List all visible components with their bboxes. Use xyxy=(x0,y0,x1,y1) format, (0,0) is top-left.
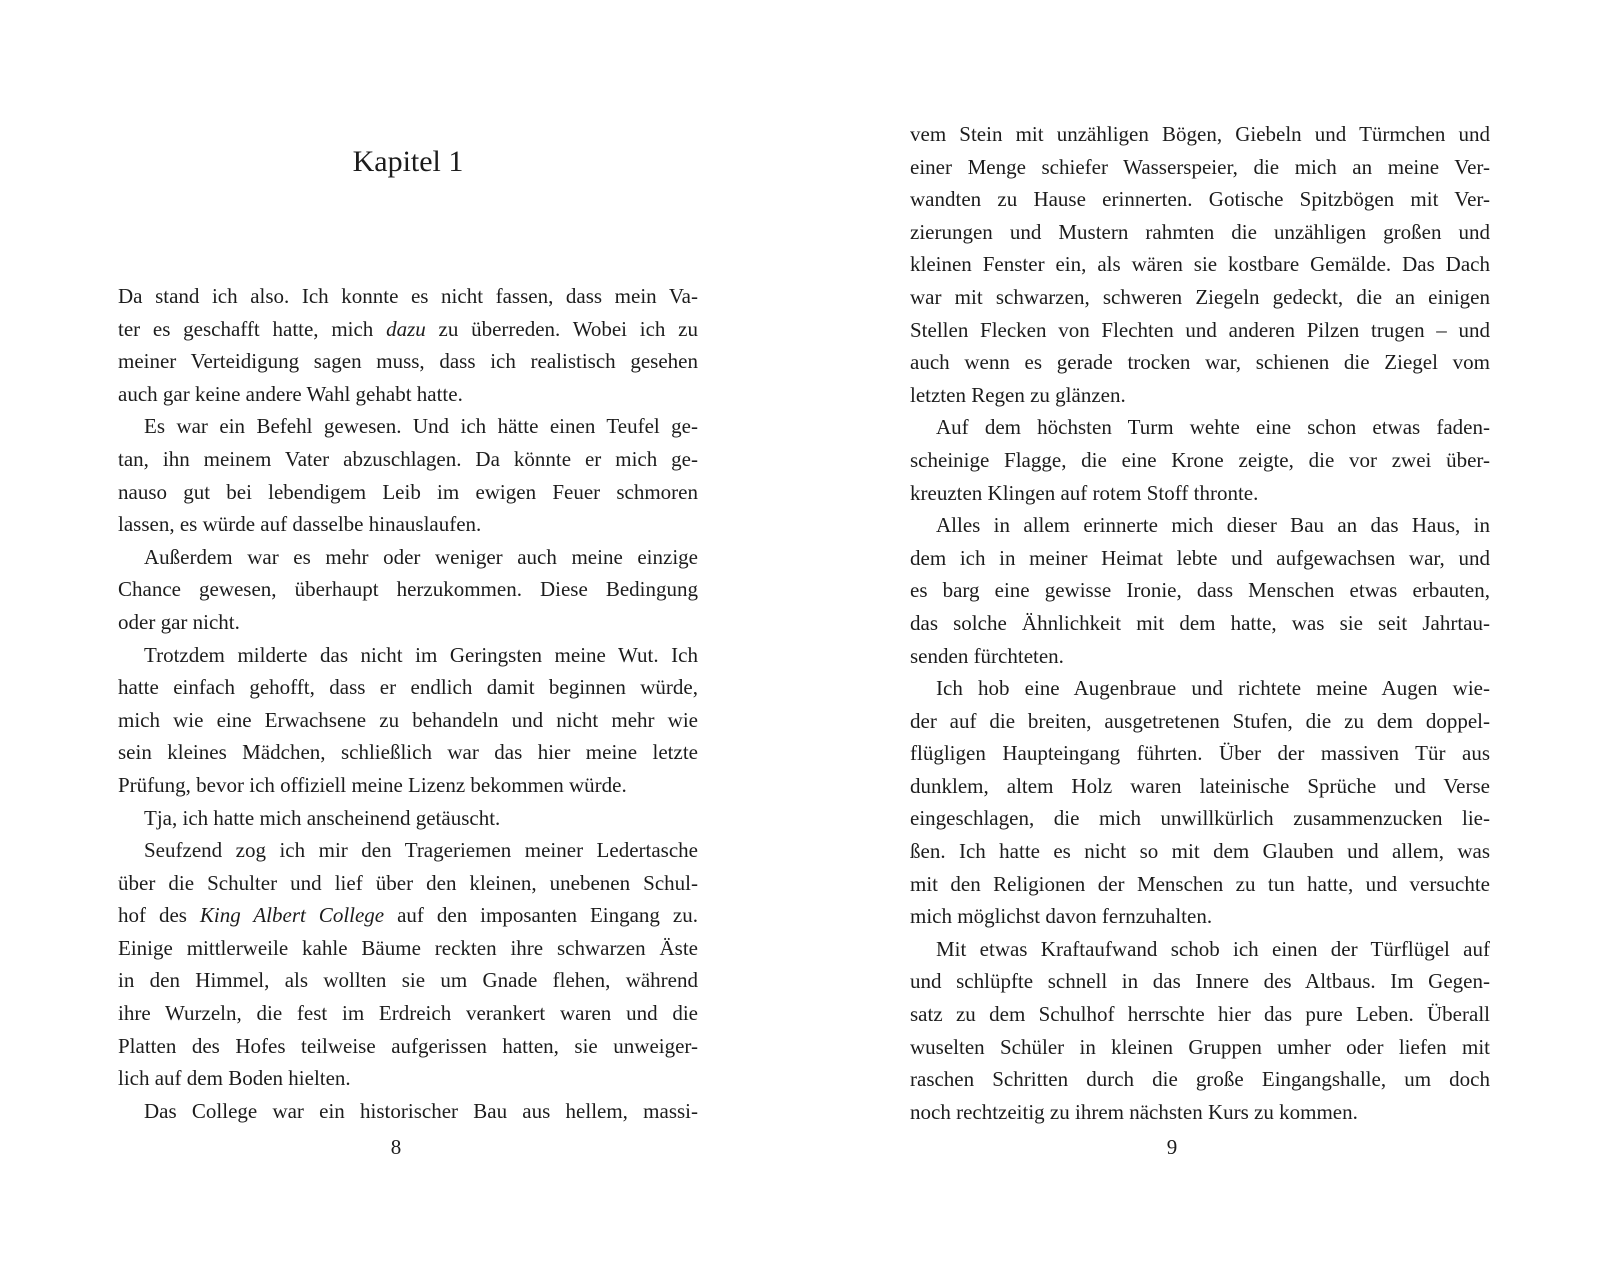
text-line: der auf die breiten, ausgetretenen Stufen, die zu dem doppel- xyxy=(910,708,1490,733)
text-line: mich wie eine Erwachsene zu behandeln und nicht mehr wie xyxy=(118,707,698,732)
text-line: ihre Wurzeln, die fest im Erdreich verankert waren und die xyxy=(118,1001,698,1026)
text-line: meiner Verteidigung sagen muss, dass ich realistisch gesehen xyxy=(118,349,698,374)
text-line: Alles in allem erinnerte mich dieser Bau an das Haus, in xyxy=(936,513,1490,538)
text-line: und schlüpfte schnell in das Innere des Altbaus. Im Gegen- xyxy=(910,969,1490,994)
text-line: Chance gewesen, überhaupt herzukommen. Diese Bedingung xyxy=(118,577,698,602)
text-line: auch gar keine andere Wahl gehabt hatte. xyxy=(118,381,463,406)
text-line: Da stand ich also. Ich konnte es nicht fassen, dass mein Va- xyxy=(118,284,698,308)
right-page-body xyxy=(910,118,1490,1128)
text-line: scheinige Flagge, die eine Krone zeigte, die vor zwei über- xyxy=(910,447,1490,472)
text-line: mich möglichst davon fernzuhalten. xyxy=(910,904,1213,929)
text-line: tan, ihn meinem Vater abzuschlagen. Da könnte er mich ge- xyxy=(118,446,698,471)
text-line xyxy=(118,899,698,932)
text-line: zierungen und Mustern rahmten die unzähligen großen und xyxy=(910,219,1490,244)
text-line: über die Schulter und lief über den kleinen, unebenen Schul- xyxy=(118,870,698,895)
text-line: mit den Religionen der Menschen zu tun hatte, und versuchte xyxy=(910,871,1490,896)
text-line: Es war ein Befehl gewesen. Und ich hätte einen Teufel ge- xyxy=(144,414,698,439)
text-line: lich auf dem Boden hielten. xyxy=(118,1066,351,1091)
text-line: noch rechtzeitig zu ihrem nächsten Kurs zu kommen. xyxy=(910,1099,1358,1124)
text-line: senden fürchteten. xyxy=(910,643,1064,668)
text-line xyxy=(118,313,698,346)
chapter-title: Kapitel 1 xyxy=(352,145,464,178)
text-line: es barg eine gewisse Ironie, dass Menschen etwas erbauten, xyxy=(910,578,1490,603)
text-line: kreuzten Klingen auf rotem Stoff thronte. xyxy=(910,480,1259,505)
text-line: kleinen Fenster ein, als wären sie kostbare Gemälde. Das Dach xyxy=(910,252,1490,277)
page-number-right: 9 xyxy=(1166,1135,1178,1159)
text-line: Ich hob eine Augenbraue und richtete meine Augen wie- xyxy=(936,676,1490,701)
text-line: oder gar nicht. xyxy=(118,609,240,634)
left-page-body xyxy=(118,280,698,1127)
text-line: hatte einfach gehofft, dass er endlich damit beginnen würde, xyxy=(118,675,698,700)
text-line: Einige mittlerweile kahle Bäume reckten ihre schwarzen Äste xyxy=(118,935,698,960)
text-line: Tja, ich hatte mich anscheinend getäuscht. xyxy=(144,805,501,830)
text-line: Platten des Hofes teilweise aufgerissen hatten, sie unweiger- xyxy=(118,1033,698,1058)
text-line: flügligen Haupteingang führten. Über der massiven Tür aus xyxy=(910,741,1490,766)
text-line: Mit etwas Kraftaufwand schob ich einen der Türflügel auf xyxy=(936,936,1490,961)
page-number-left: 8 xyxy=(390,1135,402,1159)
text-line: wuselten Schüler in kleinen Gruppen umher oder liefen mit xyxy=(910,1034,1490,1059)
text-line: war mit schwarzen, schweren Ziegeln gedeckt, die an einigen xyxy=(910,284,1490,309)
text-line: letzten Regen zu glänzen. xyxy=(910,382,1126,407)
text-line: dem ich in meiner Heimat lebte und aufgewachsen war, und xyxy=(910,545,1490,570)
text-line: in den Himmel, als wollten sie um Gnade flehen, während xyxy=(118,968,698,993)
text-line: wandten zu Hause erinnerten. Gotische Spitzbögen mit Ver- xyxy=(910,187,1490,212)
text-line: nauso gut bei lebendigem Leib im ewigen Feuer schmoren xyxy=(118,479,698,504)
text-segment: auf den imposanten Eingang zu. xyxy=(384,903,698,928)
right-page xyxy=(910,0,1490,1274)
text-line: eingeschlagen, die mich unwillkürlich zusammenzucken lie- xyxy=(910,806,1490,831)
text-line: Stellen Flecken von Flechten und anderen Pilzen trugen – und xyxy=(910,317,1490,342)
text-segment: ter es geschafft hatte, mich xyxy=(118,316,387,341)
text-line: Prüfung, bevor ich offiziell meine Lizenz bekommen würde. xyxy=(118,772,627,797)
text-line: das solche Ähnlichkeit mit dem hatte, was sie seit Jahrtau- xyxy=(910,610,1490,635)
text-line: Seufzend zog ich mir den Trageriemen meiner Ledertasche xyxy=(144,838,698,863)
emphasized-text: dazu xyxy=(386,316,426,341)
text-line: Das College war ein historischer Bau aus hellem, massi- xyxy=(144,1098,698,1123)
text-line: ßen. Ich hatte es nicht so mit dem Glauben und allem, was xyxy=(910,839,1490,864)
text-line: einer Menge schiefer Wasserspeier, die mich an meine Ver- xyxy=(910,154,1490,179)
text-line: sein kleines Mädchen, schließlich war das hier meine letzte xyxy=(118,740,698,765)
text-line: satz zu dem Schulhof herrschte hier das pure Leben. Überall xyxy=(910,1002,1490,1027)
emphasized-text: King Albert College xyxy=(199,903,385,928)
text-line: Außerdem war es mehr oder weniger auch meine einzige xyxy=(144,544,698,569)
text-line: Auf dem höchsten Turm wehte eine schon etwas faden- xyxy=(936,415,1490,440)
text-line: Trotzdem milderte das nicht im Geringsten meine Wut. Ich xyxy=(144,642,698,667)
left-page xyxy=(118,0,698,1274)
text-line: lassen, es würde auf dasselbe hinauslaufen. xyxy=(118,512,482,537)
text-line: auch wenn es gerade trocken war, schienen die Ziegel vom xyxy=(910,350,1490,375)
text-segment: hof des xyxy=(118,903,200,928)
text-segment: zu überreden. Wobei ich zu xyxy=(425,316,698,341)
text-line: dunklem, altem Holz waren lateinische Sprüche und Verse xyxy=(910,773,1490,798)
text-line: raschen Schritten durch die große Eingangshalle, um doch xyxy=(910,1067,1490,1092)
text-line: vem Stein mit unzähligen Bögen, Giebeln und Türmchen und xyxy=(910,122,1490,146)
